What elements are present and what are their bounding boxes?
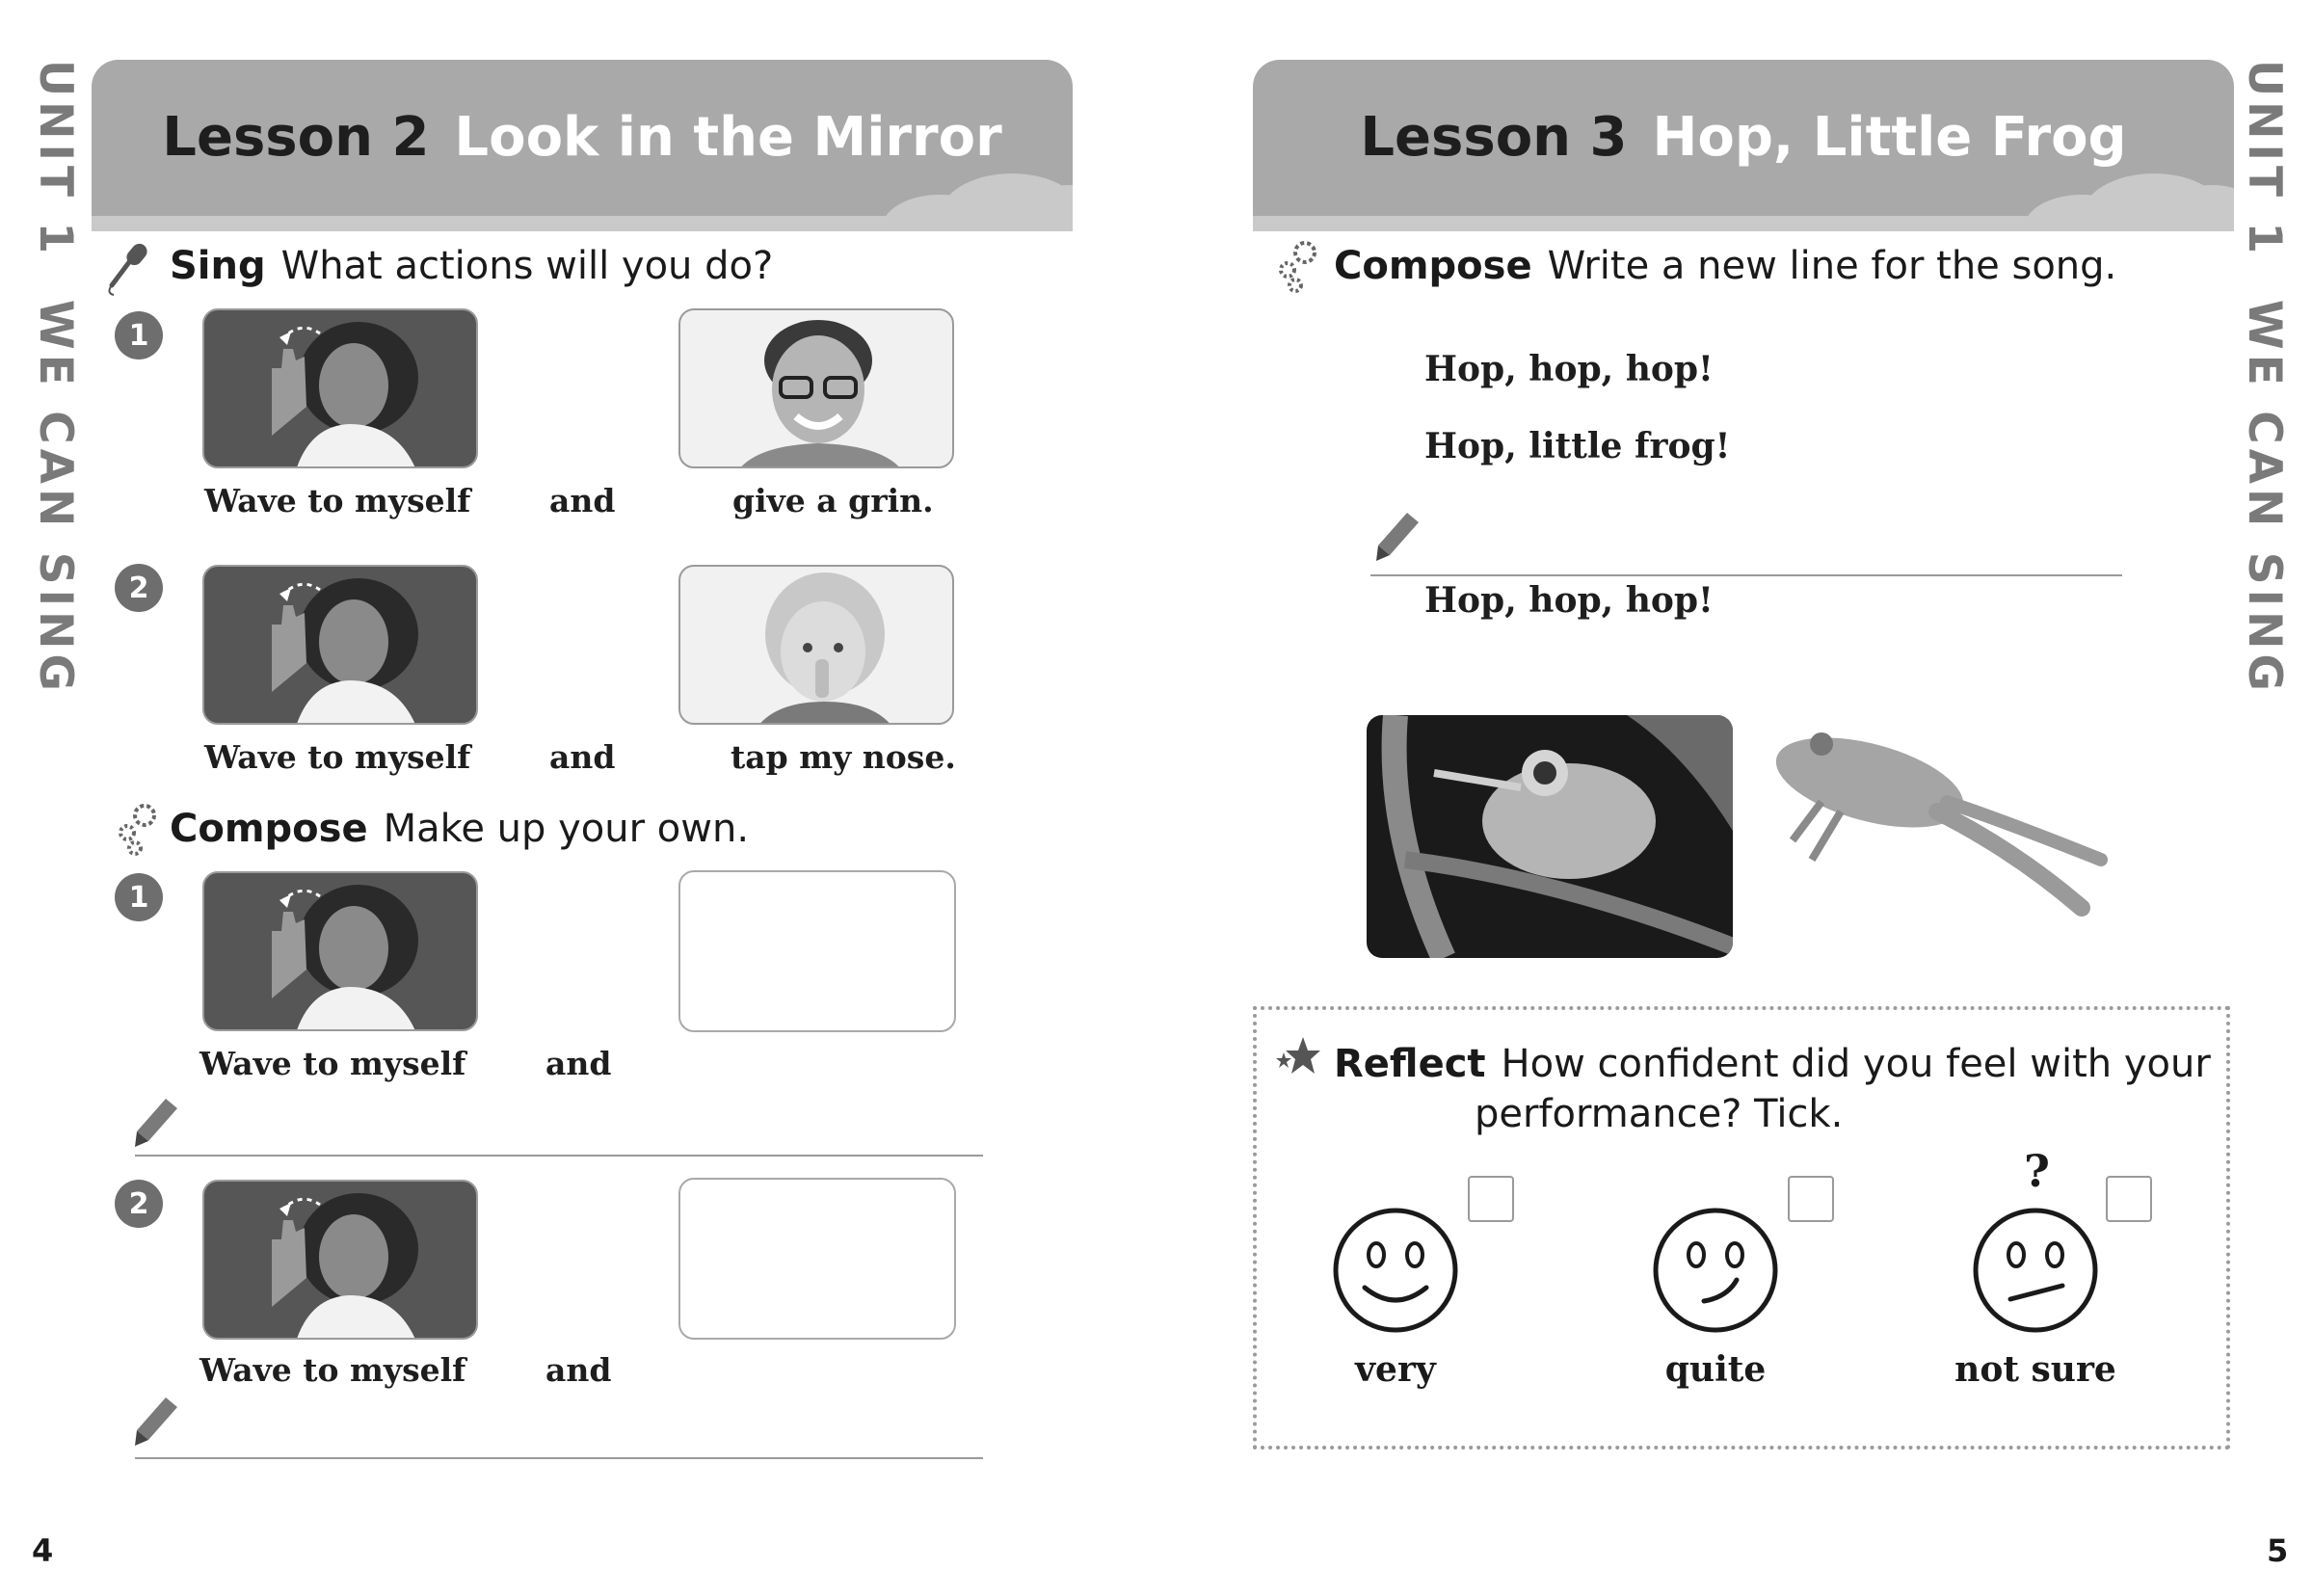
tap-nose-photo: [678, 565, 954, 725]
sing-instruction: What actions will you do?: [280, 244, 774, 288]
item-number-badge: 1: [115, 873, 163, 921]
not-sure-face-icon: [1970, 1205, 2101, 1336]
reflect-heading: [1334, 1039, 2211, 1089]
lesson-number: Lesson 3: [1360, 105, 1628, 169]
option-label-quite: quite: [1664, 1349, 1767, 1390]
song-write-line[interactable]: [1370, 574, 2122, 576]
tick-box-quite[interactable]: [1788, 1176, 1834, 1222]
wave-photo: [202, 565, 478, 725]
unit-label: UNIT 1: [2238, 60, 2291, 259]
item-number-badge: 2: [115, 564, 163, 612]
compose-instruction: Make up your own.: [383, 807, 750, 851]
draw-action-box[interactable]: [678, 1178, 956, 1340]
reflect-label: Reflect: [1334, 1042, 1486, 1086]
tick-box-not-sure[interactable]: [2106, 1176, 2152, 1222]
caption-connector: and: [545, 1045, 612, 1082]
option-label-not-sure: not sure: [1954, 1349, 2116, 1390]
reflect-instruction-1: How confident did you feel with your: [1501, 1042, 2211, 1086]
pencil-icon: [1374, 509, 1422, 563]
tree-frog-photo: [1367, 715, 1733, 958]
wave-photo: [202, 308, 478, 468]
pencil-icon: [133, 1394, 181, 1448]
caption-left: Wave to myself: [199, 1351, 466, 1389]
write-line[interactable]: [135, 1155, 983, 1157]
caption-right: give a grin.: [732, 482, 934, 519]
compose-instruction: Write a new line for the song.: [1547, 244, 2117, 288]
compose-heading: [170, 804, 749, 854]
page-number-right: 5: [2267, 1532, 2289, 1569]
caption-connector: and: [549, 482, 616, 519]
microphone-icon: [104, 239, 152, 297]
unit-side-label-right: [2238, 60, 2291, 696]
compose-heading: [1334, 241, 2116, 291]
gears-icon: [114, 800, 162, 858]
jumping-frog-photo: [1764, 715, 2120, 956]
caption-left: Wave to myself: [199, 1045, 466, 1082]
lesson-number: Lesson 2: [162, 105, 430, 169]
quite-happy-face-icon: [1650, 1205, 1781, 1336]
sing-label: Sing: [170, 244, 266, 288]
caption-connector: and: [549, 738, 616, 776]
caption-left: Wave to myself: [204, 738, 471, 776]
pencil-icon: [133, 1095, 181, 1149]
stars-icon: [1274, 1033, 1322, 1081]
very-happy-face-icon: [1330, 1205, 1461, 1336]
option-label-very: very: [1355, 1349, 1436, 1390]
song-line: Hop, little frog!: [1424, 426, 1731, 466]
unit-title: WE CAN SING: [2238, 299, 2291, 696]
unit-label: UNIT 1: [29, 60, 82, 259]
grin-photo: [678, 308, 954, 468]
caption-right: tap my nose.: [731, 738, 956, 776]
reflect-instruction-2: performance? Tick.: [1475, 1092, 1844, 1136]
sing-heading: [170, 241, 773, 291]
song-line: Hop, hop, hop!: [1424, 349, 1714, 389]
item-number-badge: 2: [115, 1180, 163, 1228]
question-mark: ?: [2024, 1145, 2050, 1197]
draw-action-box[interactable]: [678, 870, 956, 1032]
write-line[interactable]: [135, 1457, 983, 1459]
lesson-3-banner: [1253, 60, 2234, 231]
unit-title: WE CAN SING: [29, 299, 82, 696]
lesson-2-banner: [92, 60, 1073, 231]
wave-photo: [202, 1180, 478, 1340]
compose-label: Compose: [1334, 244, 1532, 288]
unit-side-label-left: [29, 60, 82, 696]
wave-photo: [202, 871, 478, 1031]
compose-label: Compose: [170, 807, 368, 851]
caption-connector: and: [545, 1351, 612, 1389]
page-number-left: 4: [32, 1532, 54, 1569]
item-number-badge: 1: [115, 311, 163, 359]
tick-box-very[interactable]: [1468, 1176, 1514, 1222]
song-line: Hop, hop, hop!: [1424, 580, 1714, 621]
lesson-title: Look in the Mirror: [454, 105, 1002, 169]
caption-left: Wave to myself: [204, 482, 471, 519]
lesson-title: Hop, Little Frog: [1652, 105, 2127, 169]
gears-icon: [1274, 237, 1322, 295]
